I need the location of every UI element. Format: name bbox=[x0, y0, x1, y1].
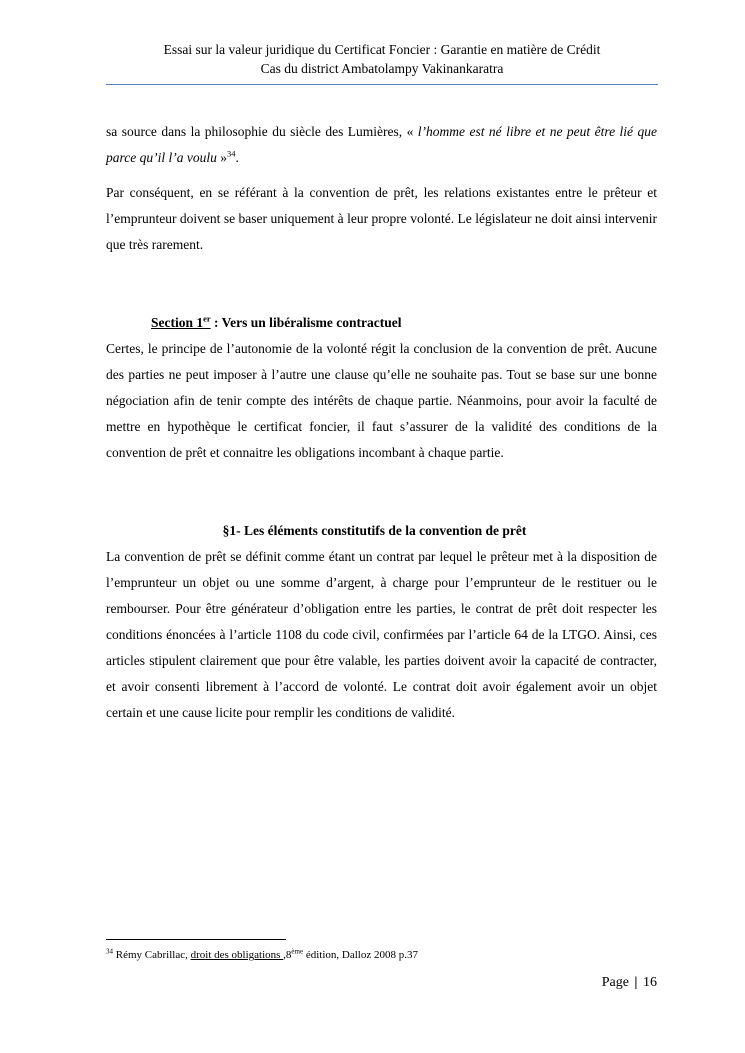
intro-text: sa source dans la philosophie du siècle des Lumières, « bbox=[106, 124, 418, 139]
footnote-rule bbox=[106, 939, 286, 940]
footnote-sep: ,8 bbox=[283, 949, 292, 961]
intro-quote-close: » bbox=[216, 150, 227, 165]
intro-paragraph bbox=[106, 119, 657, 171]
section-title-text: : Vers un libéralisme contractuel bbox=[210, 315, 402, 330]
intro-quote: l’homme est né libre et ne peut être lié que parce qu’il l’a voulu bbox=[106, 124, 657, 165]
footnote-edition-sup: ème bbox=[291, 947, 304, 956]
footnote-number: 34 bbox=[106, 947, 113, 956]
footnote-rest: édition, Dalloz 2008 p.37 bbox=[303, 949, 418, 961]
section-label-sup: er bbox=[203, 313, 211, 324]
subsection-heading: §1- Les éléments constitutifs de la convention de prêt bbox=[222, 523, 527, 538]
footnote-author: Rémy Cabrillac, bbox=[113, 949, 191, 961]
page-number bbox=[602, 974, 657, 992]
footnote-work-title: droit des obligations bbox=[190, 949, 284, 961]
header-subtitle: Cas du district Ambatolampy Vakinankaratra bbox=[260, 61, 504, 76]
page-body bbox=[106, 119, 657, 726]
section-heading bbox=[106, 310, 657, 336]
page-separator: | bbox=[634, 975, 638, 990]
subsection-paragraph: La convention de prêt se définit comme étant un contrat par lequel le prêteur met à la disposition de l’emprunteur un objet ou une somme d’argent, à charge pour l’emprunteur de le restituer ou le rembourser. Pour être générateur d’obligation entre les parties, le contrat de prêt doit respecter les conditions énoncées à l’article 1108 du code civil, confirmées par l’article 64 de la LTGO. Ainsi, ces articles stipulent clairement que pour être valable, les parties doivent avoir la capacité de contracter, et avoir consenti librement à l’accord de volonté. Le contrat doit avoir également avoir un objet certain et une cause licite pour remplir les conditions de validité. bbox=[106, 549, 657, 720]
header-title: Essai sur la valeur juridique du Certificat Foncier : Garantie en matière de Crédit bbox=[163, 42, 601, 57]
footnote-ref[interactable]: 34 bbox=[226, 148, 236, 159]
consequence-paragraph: Par conséquent, en se référant à la convention de prêt, les relations existantes entre le prêteur et l’emprunteur doivent se baser uniquement à leur propre volonté. Le législateur ne doit ainsi intervenir que très rarement. bbox=[106, 185, 657, 252]
running-header bbox=[106, 40, 658, 78]
footnote bbox=[106, 948, 657, 962]
section-paragraph: Certes, le principe de l’autonomie de la volonté régit la conclusion de la convention de prêt. Aucune des parties ne peut imposer à l’autre une clause qu’elle ne souhaite pas. Tout se base sur une bonne négociation afin de tenir compte des intérêts de chaque partie. Néanmoins, pour avoir la faculté de mettre en hypothèque le certificat foncier, il faut s’assurer de la validité des conditions de la convention de prêt et connaitre les obligations incombant à chaque partie. bbox=[106, 341, 657, 460]
page-value: 16 bbox=[643, 975, 657, 990]
section-label: Section 1 bbox=[151, 315, 204, 330]
intro-period: . bbox=[235, 150, 239, 165]
page-label: Page bbox=[601, 975, 629, 990]
header-rule bbox=[106, 84, 658, 85]
